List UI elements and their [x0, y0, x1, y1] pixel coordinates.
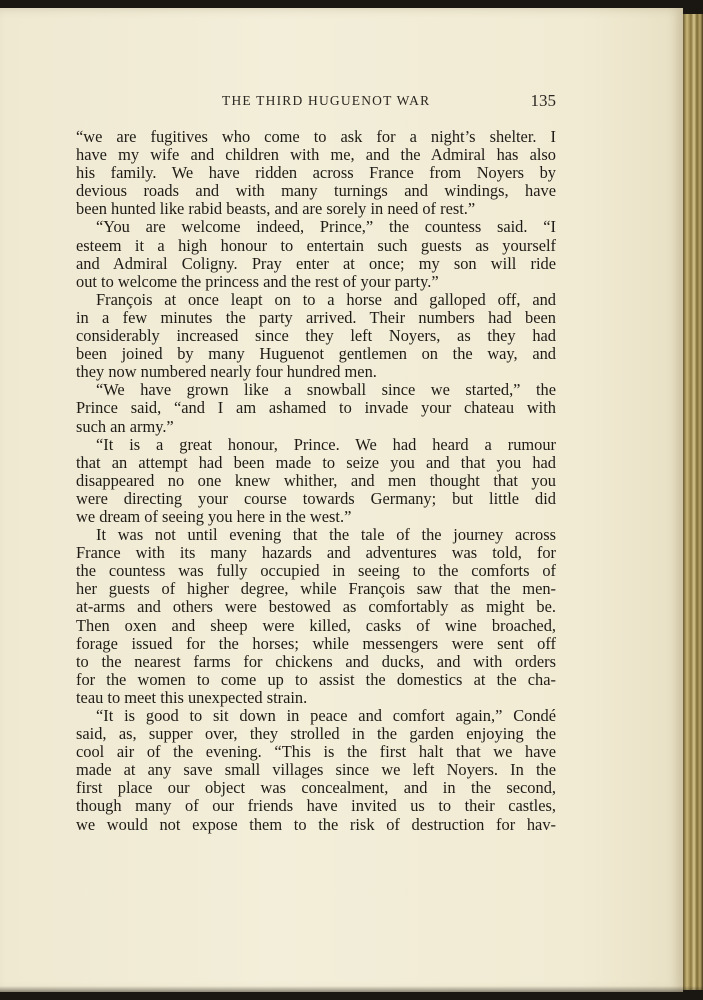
text-line: first place our object was concealment, and in the second,: [76, 778, 556, 798]
text-line: for the women to come up to assist the domestics at the cha-: [76, 669, 556, 689]
text-line: we dream of seeing you here in the west.”: [76, 506, 352, 526]
text-line: France with its many hazards and adventures was told, for: [76, 543, 556, 563]
text-line: “It is good to sit down in peace and comfort again,” Condé: [96, 706, 556, 725]
text-line: been hunted like rabid beasts, and are sorely in need of rest.”: [76, 199, 476, 219]
text-line: disappeared no one knew whither, and men thought that you: [76, 470, 556, 490]
page-number: 135: [530, 91, 556, 110]
text-line: said, as, supper over, they strolled in the garden enjoying the: [76, 724, 556, 744]
text-line: “It is a great honour, Prince. We had heard a rumour: [96, 434, 556, 454]
text-line: “we are fugitives who come to ask for a night’s shelter. I: [76, 127, 556, 146]
text-line: made at any save small villages since we left Noyers. In the: [76, 760, 556, 780]
text-line: Then oxen and sheep were killed, casks of wine broached,: [76, 615, 556, 635]
text-line: such an army.”: [76, 416, 174, 436]
running-title: THE THIRD HUGUENOT WAR: [222, 93, 431, 108]
text-line: we would not expose them to the risk of destruction for hav-: [76, 814, 556, 834]
text-line: “You are welcome indeed, Prince,” the countess said. “I: [96, 217, 556, 237]
text-line: out to welcome the princess and the rest of your party.”: [76, 271, 439, 291]
text-line: the countess was fully occupied in seeing to the comforts of: [76, 561, 556, 581]
text-line: Prince said, “and I am ashamed to invade your chateau with: [76, 398, 556, 418]
text-line: have my wife and children with me, and the Admiral has also: [76, 145, 556, 165]
text-line: were directing your course towards Germany; but little did: [76, 488, 556, 508]
text-line: considerably increased since they left Noyers, as they had: [76, 326, 556, 346]
text-line: It was not until evening that the tale of the journey across: [96, 525, 556, 545]
text-line: at-arms and others were bestowed as comfortably as might be.: [76, 597, 556, 617]
text-line: devious roads and with many turnings and windings, have: [76, 181, 556, 201]
text-line: François at once leapt on to a horse and galloped off, and: [96, 289, 556, 309]
text-line: that an attempt had been made to seize you and that you had: [76, 452, 556, 472]
text-line: “We have grown like a snowball since we started,” the: [96, 380, 556, 400]
text-line: been joined by many Huguenot gentlemen on the way, and: [76, 344, 556, 364]
text-line: and Admiral Coligny. Pray enter at once; my son will ride: [76, 253, 556, 273]
text-line: her guests of higher degree, while François saw that the men-: [76, 579, 556, 599]
text-line: teau to meet this unexpected strain.: [76, 687, 308, 707]
text-line: his family. We have ridden across France from Noyers by: [76, 163, 556, 183]
text-line: esteem it a high honour to entertain such guests as yourself: [76, 235, 556, 255]
text-line: though many of our friends have invited us to their castles,: [76, 796, 556, 816]
text-line: forage issued for the horses; while messengers were sent off: [76, 633, 556, 653]
page-edge-stack: [683, 14, 703, 990]
text-line: in a few minutes the party arrived. Their numbers had been: [76, 307, 556, 327]
text-line: cool air of the evening. “This is the first halt that we have: [76, 742, 556, 762]
body-text: [76, 128, 556, 834]
running-head: [76, 93, 556, 113]
text-line: they now numbered nearly four hundred men.: [76, 362, 377, 382]
text-line: to the nearest farms for chickens and ducks, and with orders: [76, 651, 556, 671]
bottom-shadow: [0, 986, 703, 1000]
